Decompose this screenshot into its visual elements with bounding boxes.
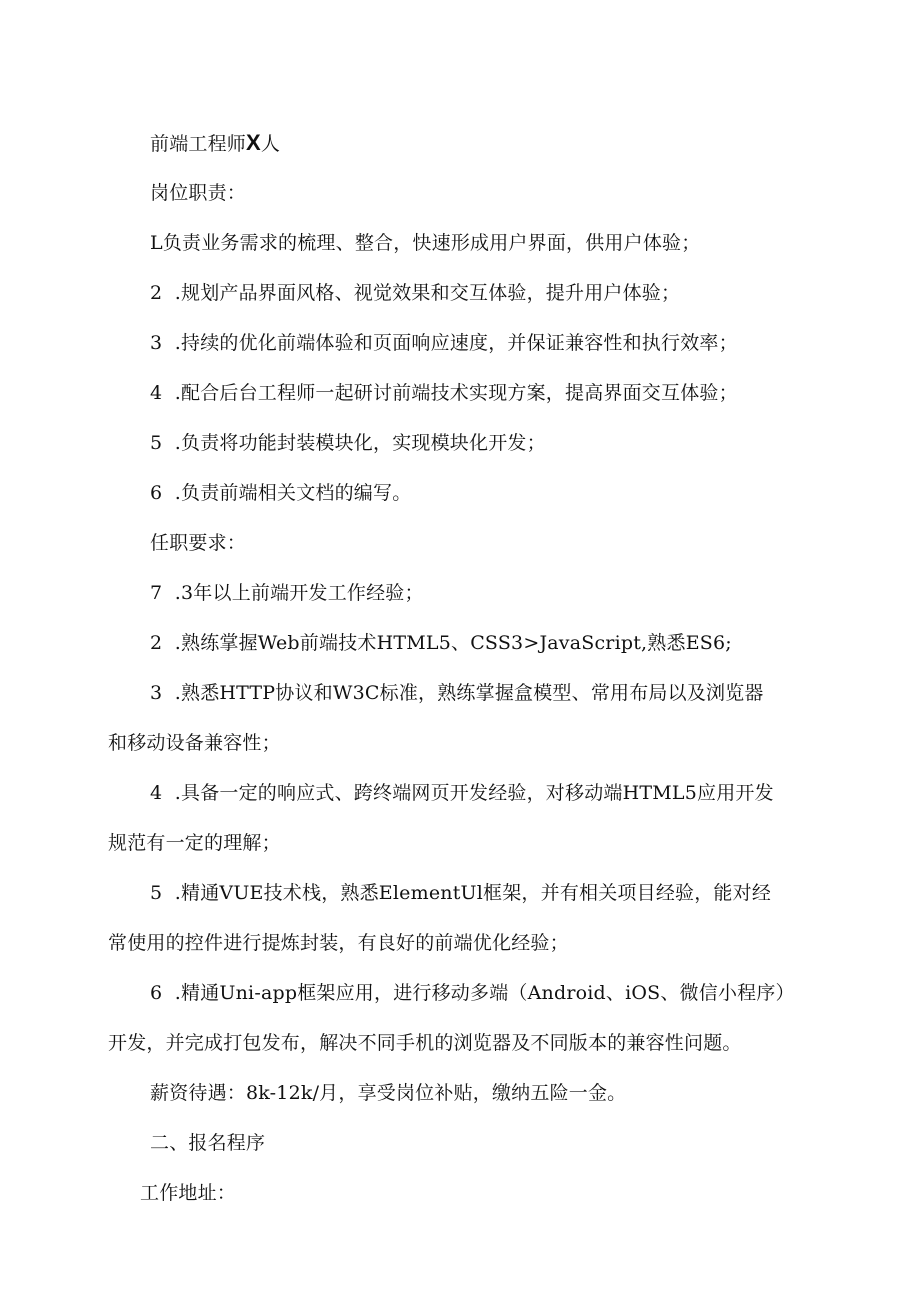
duty-item-2: 2 .规划产品界面风格、视觉效果和交互体验，提升用户体验；	[150, 282, 681, 304]
duty-item-6: 6 .负责前端相关文档的编写。	[150, 482, 412, 504]
section-two-heading: 二、报名程序	[150, 1132, 266, 1154]
requirement-item-3-line-2: 和移动设备兼容性；	[108, 732, 281, 754]
requirement-item-4-line-2: 规范有一定的理解；	[108, 832, 281, 854]
salary-line: 薪资待遇：8k-12k/月，享受岗位补贴，缴纳五险一金。	[150, 1082, 627, 1104]
requirements-heading: 任职要求：	[150, 532, 247, 554]
duty-item-1: L负责业务需求的梳理、整合，快速形成用户界面，供用户体验；	[150, 232, 701, 254]
duties-heading: 岗位职责：	[150, 182, 247, 204]
requirement-item-1: 7 .3年以上前端开发工作经验；	[150, 582, 424, 604]
work-address-label: 工作地址：	[140, 1182, 237, 1204]
duty-item-5: 5 .负责将功能封装模块化，实现模块化开发；	[150, 432, 546, 454]
requirement-item-3-line-1: 3 .熟悉HTTP协议和W3C标准，熟练掌握盒模型、常用布局以及浏览器	[150, 682, 764, 704]
job-title-unit: 人	[260, 133, 281, 155]
requirement-item-2: 2 .熟练掌握Web前端技术HTML5、CSS3>JavaScript,熟悉ES6;	[150, 632, 732, 654]
job-title	[150, 130, 280, 157]
requirement-item-5-line-2: 常使用的控件进行提炼封装，有良好的前端优化经验；	[108, 932, 569, 954]
duty-item-4: 4 .配合后台工程师一起研讨前端技术实现方案，提高界面交互体验；	[150, 382, 738, 404]
duty-item-3: 3 .持续的优化前端体验和页面响应速度，并保证兼容性和执行效率；	[150, 332, 738, 354]
requirement-item-5-line-1: 5 .精通VUE技术栈，熟悉ElementUl框架，并有相关项目经验，能对经	[150, 882, 772, 904]
requirement-item-4-line-1: 4 .具备一定的响应式、跨终端网页开发经验，对移动端HTML5应用开发	[150, 782, 774, 804]
job-title-count: X	[246, 130, 261, 155]
requirement-item-6-line-1: 6 .精通Uni-app框架应用，进行移动多端（Android、iOS、微信小程序）	[150, 982, 795, 1004]
requirement-item-6-line-2: 开发，并完成打包发布，解决不同手机的浏览器及不同版本的兼容性问题。	[108, 1032, 742, 1054]
job-title-text: 前端工程师	[150, 133, 247, 155]
